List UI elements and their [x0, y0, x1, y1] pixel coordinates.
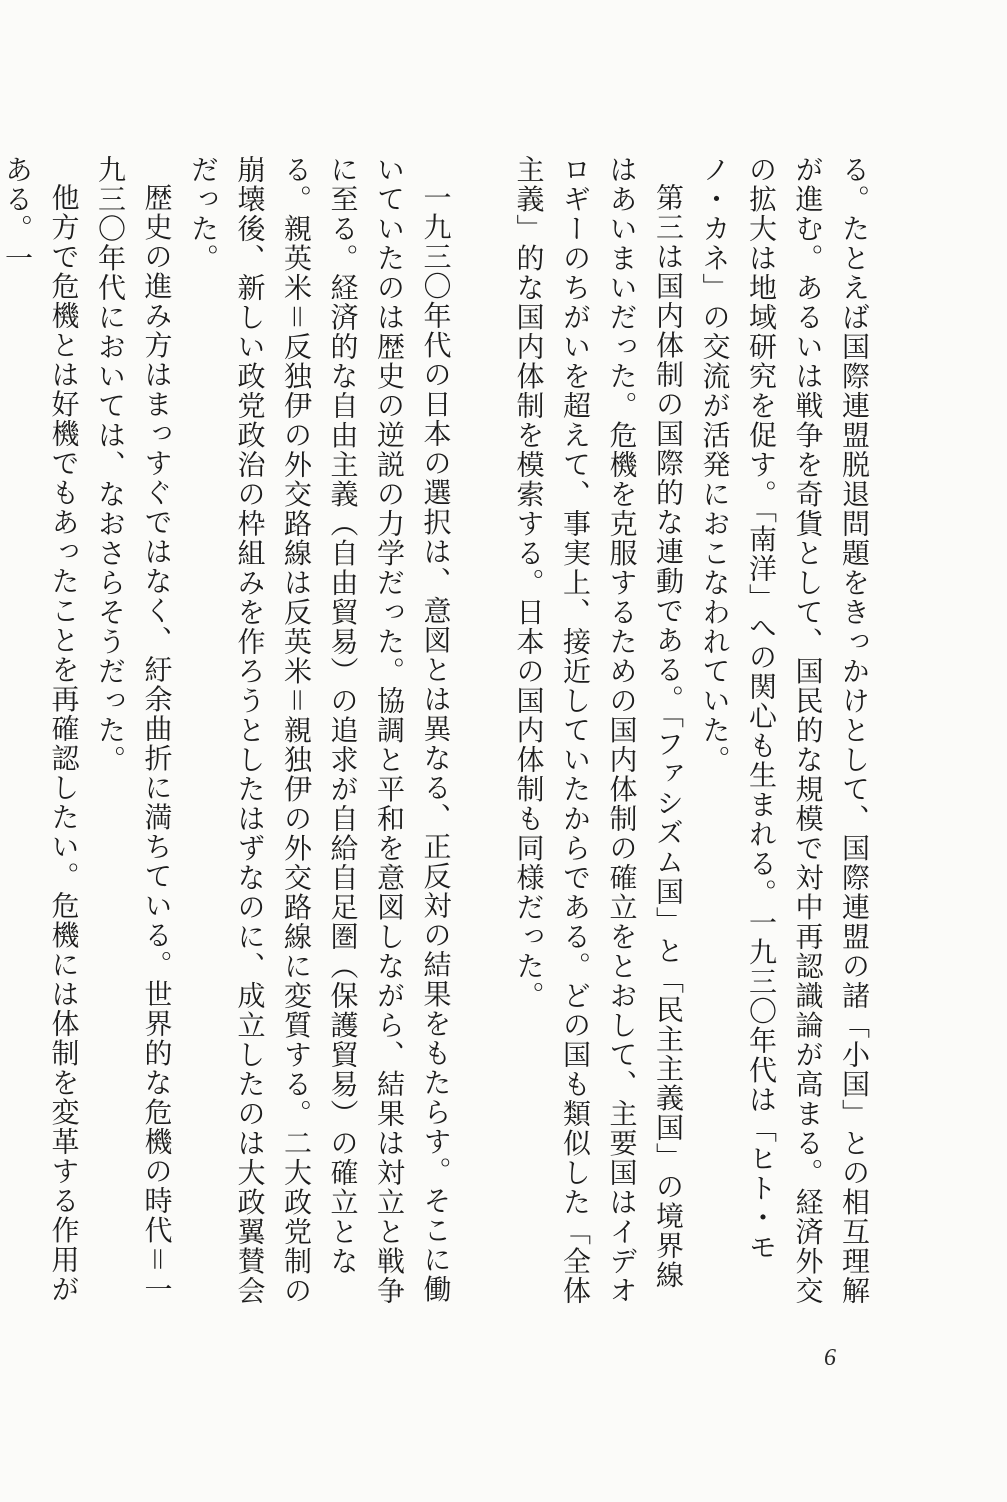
paragraph-third-point: 第三は国内体制の国際的な連動である。「ファシズム国」と「民主主義国」の境界線はあいまいだった。危機を克服するための国内体制の確立をとおして、主要国はイデオロギーのちがいを超えて、事実上、接近していたからである。どの国も類似した「全体主義」的な国内体制を模索する。日本の国内体制も同様だった。: [512, 155, 685, 1306]
paragraph-crisis-opportunity: 他方で危機とは好機でもあったことを再確認したい。危機には体制を変革する作用がある。一: [1, 155, 81, 1304]
section-break: [459, 155, 506, 1315]
vertical-text-body: [0, 155, 877, 1315]
page-number: 6: [824, 1345, 836, 1371]
paragraph-paradox: 一九三〇年代の日本の選択は、意図とは異なる、正反対の結果をもたらす。そこに働いていたのは歴史の逆説の力学だった。協調と平和を意図しながら、結果は対立と戦争に至る。経済的な自由主義（自由貿易）の追求が自給自足圏（保護貿易）の確立となる。親英米＝反独伊の外交路線は反英米＝親独伊の外交路線に変質する。二大政党制の崩壊後、新しい政党政治の枠組みを作ろうとしたはずなのに、成立したのは大政翼賛会だった。: [187, 155, 453, 1306]
paragraph-continued: る。たとえば国際連盟脱退問題をきっかけとして、国際連盟の諸「小国」との相互理解が進む。あるいは戦争を奇貨として、国民的な規模で対中再認識論が高まる。経済外交の拡大は地域研究を促す。「南洋」への関心も生まれる。一九三〇年代は「ヒト・モノ・カネ」の交流が活発におこなわれていた。: [698, 155, 871, 1306]
paragraph-history-course: 歴史の進み方はまっすぐではなく、紆余曲折に満ちている。世界的な危機の時代＝一九三〇年代においては、なおさらそうだった。: [94, 155, 174, 1305]
